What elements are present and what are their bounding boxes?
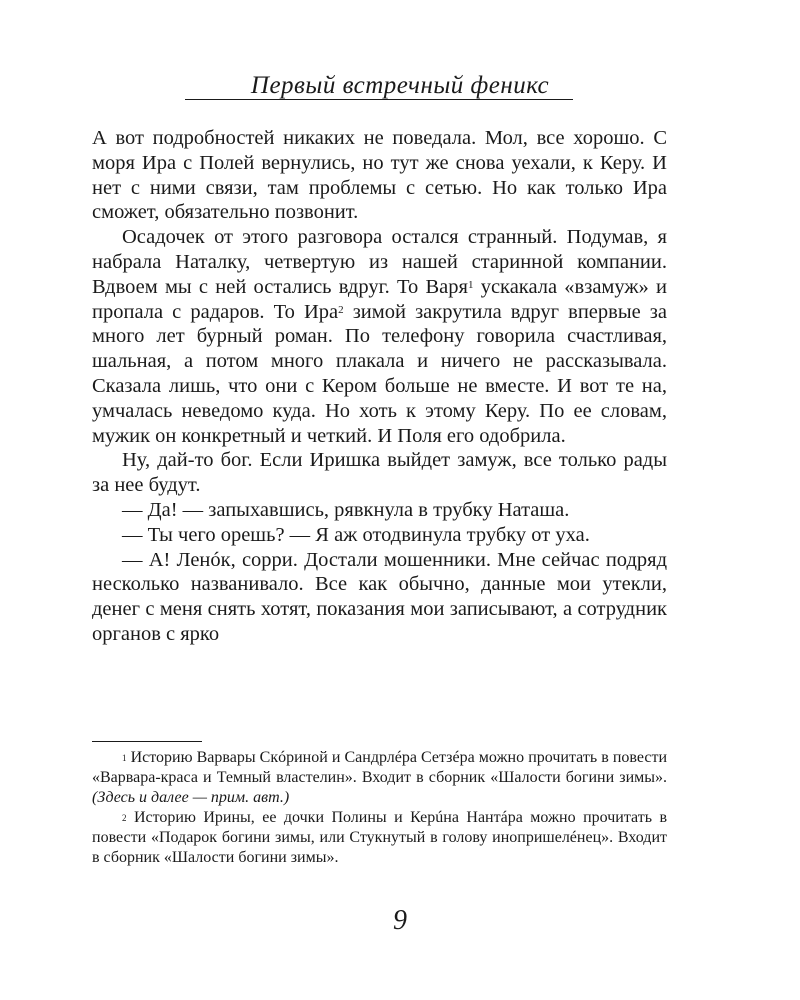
paragraph-text: Осадочек от этого разговора остался странный. Подумав, я набрала Наталку, четвертую из нашей старинной компании. Вдвоем мы с ней остались вдруг.: [92, 226, 667, 298]
main-text: [92, 126, 667, 647]
dialogue-line: — А! Ленóк, сорри. Достали мошенники. Мне сейчас подряд несколько названивало. Все как обычно, данные мои утекли, денег с меня снять хотят, показания мои записывают, а сотрудник органов с ярко: [92, 548, 667, 645]
page-number: 9: [393, 905, 407, 936]
footnote: [92, 808, 667, 868]
footnote-ref[interactable]: 1: [467, 278, 474, 291]
dialogue-line: — Да! — запыхавшись, рявкнула в трубку Наташа.: [122, 498, 570, 521]
paragraph-text: То Варя: [397, 275, 468, 298]
paragraph-text: зимой закрутила вдруг впервые за много лет бурный роман. По телефону говорила счастливая, шальная, а потом много плакала и ничего не рассказывала. Сказала лишь, что они с Кером больше не вместе. И вот те на, умчалась неведомо куда. Но хоть к этому Керу. По ее словам, мужик он конкретный и четкий. И Поля его одобрила.: [92, 300, 667, 447]
footnote-rule: [92, 741, 202, 742]
footnote-marker: 1: [122, 753, 127, 763]
footnote: [92, 748, 667, 808]
footnote-note: (Здесь и далее — прим. авт.): [92, 789, 290, 806]
footnote-marker: 2: [122, 813, 127, 823]
paragraph: [92, 225, 667, 448]
paragraph: Ну, дай-то бог. Если Иришка выйдет замуж, все только рады за нее будут.: [92, 449, 667, 497]
paragraph: А вот подробностей никаких не поведала. Мол, все хорошо. С моря Ира с Полей вернулись, но тут же снова уехали, к Керу. И нет с ними связи, там проблемы с сетью. Но как только Ира сможет, обязательно позвонит.: [92, 127, 667, 224]
header-rule: [185, 99, 573, 100]
paragraph-text: ускакала «взамуж» и пропала с радаров. То Ира: [92, 275, 667, 323]
footnote-ref[interactable]: 2: [338, 303, 344, 316]
footnotes: [92, 748, 667, 868]
footnote-text: Историю Ирины, ее дочки Полины и Керúна Нантáра можно прочитать в повести «Подарок богини зимы, или Стукнутый в голову инопришелéнец». Входит в сборник «Шалости богини зимы».: [92, 809, 667, 866]
footnote-text: Историю Варвары Скóриной и Сандрлéра Сетзéра можно прочитать в повести «Варвара-краса и Темный властелин». Входит в сборник «Шалости богини зимы».: [92, 749, 667, 786]
dialogue-line: — Ты чего орешь? — Я аж отодвинула трубку от уха.: [122, 523, 590, 546]
running-header: Первый встречный феникс: [250, 72, 550, 99]
